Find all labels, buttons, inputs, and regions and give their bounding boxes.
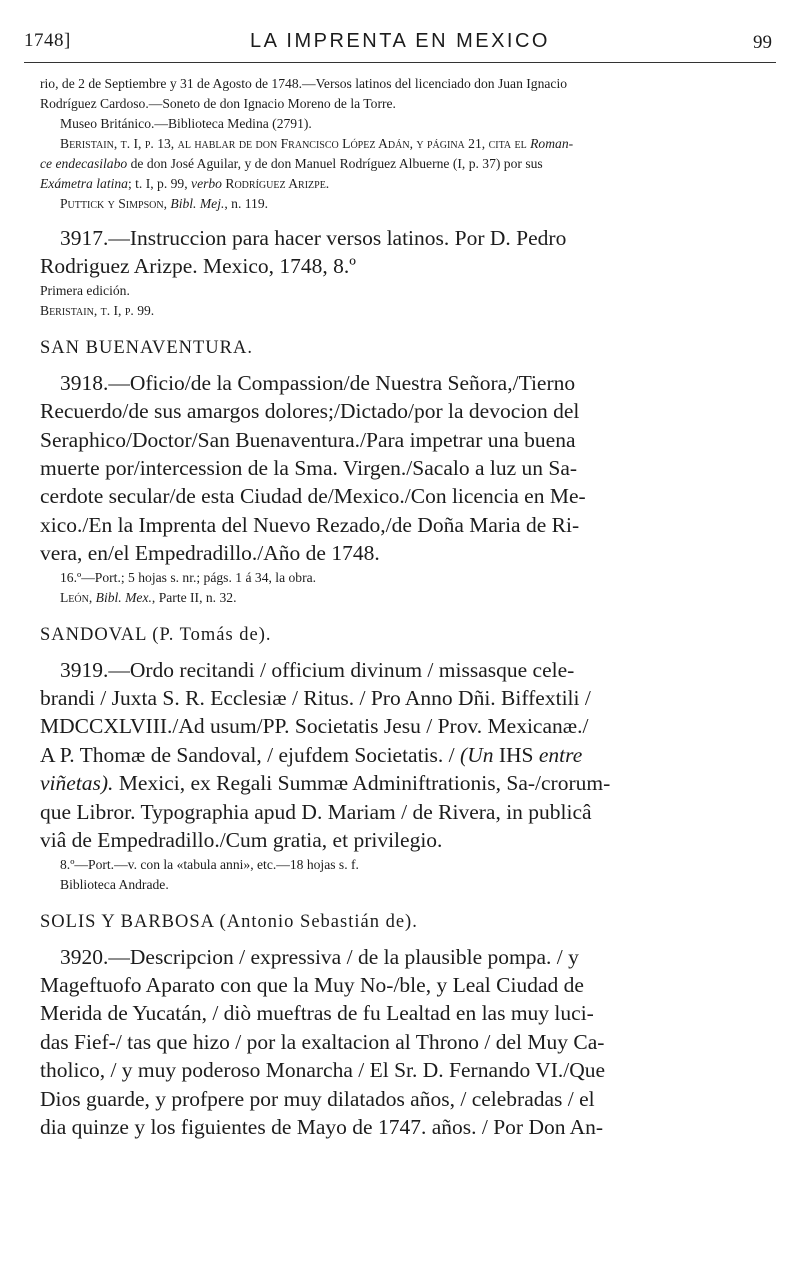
entry-3917 <box>40 224 774 321</box>
entry-note: León, Bibl. Mex., Parte II, n. 32. <box>60 589 237 605</box>
entry-title-line: Dios guarde, y profpere por muy dilatados años, / celebradas / el <box>40 1086 595 1111</box>
page-body <box>40 74 774 1141</box>
entry-title-line: MDCCXLVIII./Ad usum/PP. Societatis Jesu / Prov. Mexicanæ./ <box>40 714 589 739</box>
entry-title-line: Recuerdo/de sus amargos dolores;/Dictado/por la devocion del <box>40 399 580 424</box>
entry-note: Beristain, t. I, p. 99. <box>40 302 155 318</box>
note-line: rio, de 2 de Septiembre y 31 de Agosto de 1748.—Versos latinos del licenciado don Juan Ignacio <box>40 76 568 91</box>
note-line: Museo Británico.—Biblioteca Medina (2791). <box>60 116 312 131</box>
entry-title-line: viâ de Empedradillo./Cum gratia, et privilegio. <box>40 828 443 853</box>
author-heading: SOLIS Y BARBOSA (Antonio Sebastián de). <box>40 911 418 932</box>
note-line: Puttick y Simpson, Bibl. Mej., n. 119. <box>60 196 269 211</box>
entry-title-line: 3919.—Ordo recitandi / officium divinum / missasque cele- <box>60 657 575 682</box>
entry-title-line: das Fief-/ tas que hizo / por la exaltacion al Throno / del Muy Ca- <box>40 1029 605 1054</box>
entry-title-line: 3918.—Oficio/de la Compassion/de Nuestra Señora,/Tierno <box>60 370 576 395</box>
author-heading: SANDOVAL (P. Tomás de). <box>40 624 272 645</box>
running-head: LA IMPRENTA EN MEXICO <box>250 30 550 52</box>
entry-title-line: brandi / Juxta S. R. Ecclesiæ / Ritus. / Pro Anno Dñi. Biffextili / <box>40 686 591 711</box>
entry-3918 <box>40 369 774 608</box>
note-line: ce endecasilabo de don José Aguilar, y de don Manuel Rodríguez Albuerne (I, p. 37) por sus <box>40 156 543 171</box>
entry-note: 16.º—Port.; 5 hojas s. nr.; págs. 1 á 34, la obra. <box>60 569 317 585</box>
entry-title-line: A P. Thomæ de Sandoval, / ejufdem Societatis. / (Un IHS entre <box>40 742 583 767</box>
entry-3920 <box>40 943 774 1142</box>
note-block-previous-entry <box>40 74 774 214</box>
entry-title-line: dia quinze y los figuientes de Mayo de 1747. años. / Por Don An- <box>40 1114 604 1139</box>
header-year: 1748] <box>24 30 71 51</box>
author-heading: SAN BUENAVENTURA. <box>40 337 253 358</box>
entry-title-line: Rodriguez Arizpe. Mexico, 1748, 8.º <box>40 254 356 279</box>
note-line: Rodríguez Cardoso.—Soneto de don Ignacio Moreno de la Torre. <box>40 96 396 111</box>
entry-note: 8.º—Port.—v. con la «tabula anni», etc.—18 hojas s. f. <box>60 856 359 872</box>
entry-title-line: 3920.—Descripcion / expressiva / de la plausible pompa. / y <box>60 944 579 969</box>
entry-note: Biblioteca Andrade. <box>60 876 169 892</box>
entry-title-line: xico./En la Imprenta del Nuevo Rezado,/de Doña Maria de Ri- <box>40 512 580 537</box>
entry-title-line: cerdote secular/de esta Ciudad de/Mexico./Con licencia en Me- <box>40 484 586 509</box>
entry-title-line: Seraphico/Doctor/San Buenaventura./Para impetrar una buena <box>40 427 576 452</box>
entry-title-line: 3917.—Instruccion para hacer versos latinos. Por D. Pedro <box>60 226 567 250</box>
page-number: 99 <box>753 32 772 53</box>
entry-title-line: que Libror. Typographia apud D. Mariam / de Rivera, in publicâ <box>40 799 592 824</box>
entry-title-line: tholico, / y muy poderoso Monarcha / El Sr. D. Fernando VI./Que <box>40 1058 606 1083</box>
note-line: Exámetra latina; t. I, p. 99, verbo Rodríguez Arizpe. <box>40 176 330 191</box>
entry-title-line: Merida de Yucatán, / diò mueftras de fu Lealtad en las muy luci- <box>40 1001 594 1026</box>
entry-title-line: vera, en/el Empedradillo./Año de 1748. <box>40 541 380 566</box>
header-rule <box>24 62 776 63</box>
entry-title-line: Mageftuofo Aparato con que la Muy No-/ble, y Leal Ciudad de <box>40 972 584 997</box>
entry-note: Primera edición. <box>40 282 130 298</box>
entry-title-line: muerte por/intercession de la Sma. Virgen./Sacalo a luz un Sa- <box>40 456 578 481</box>
entry-title-line: viñetas). Mexici, ex Regali Summæ Adminiftrationis, Sa-/crorum- <box>40 771 611 796</box>
page-header <box>24 30 776 56</box>
entry-3919 <box>40 656 774 895</box>
note-line: Beristain, t. I, p. 13, al hablar de don Francisco López Adán, y página 21, cita el Roman- <box>60 136 574 151</box>
